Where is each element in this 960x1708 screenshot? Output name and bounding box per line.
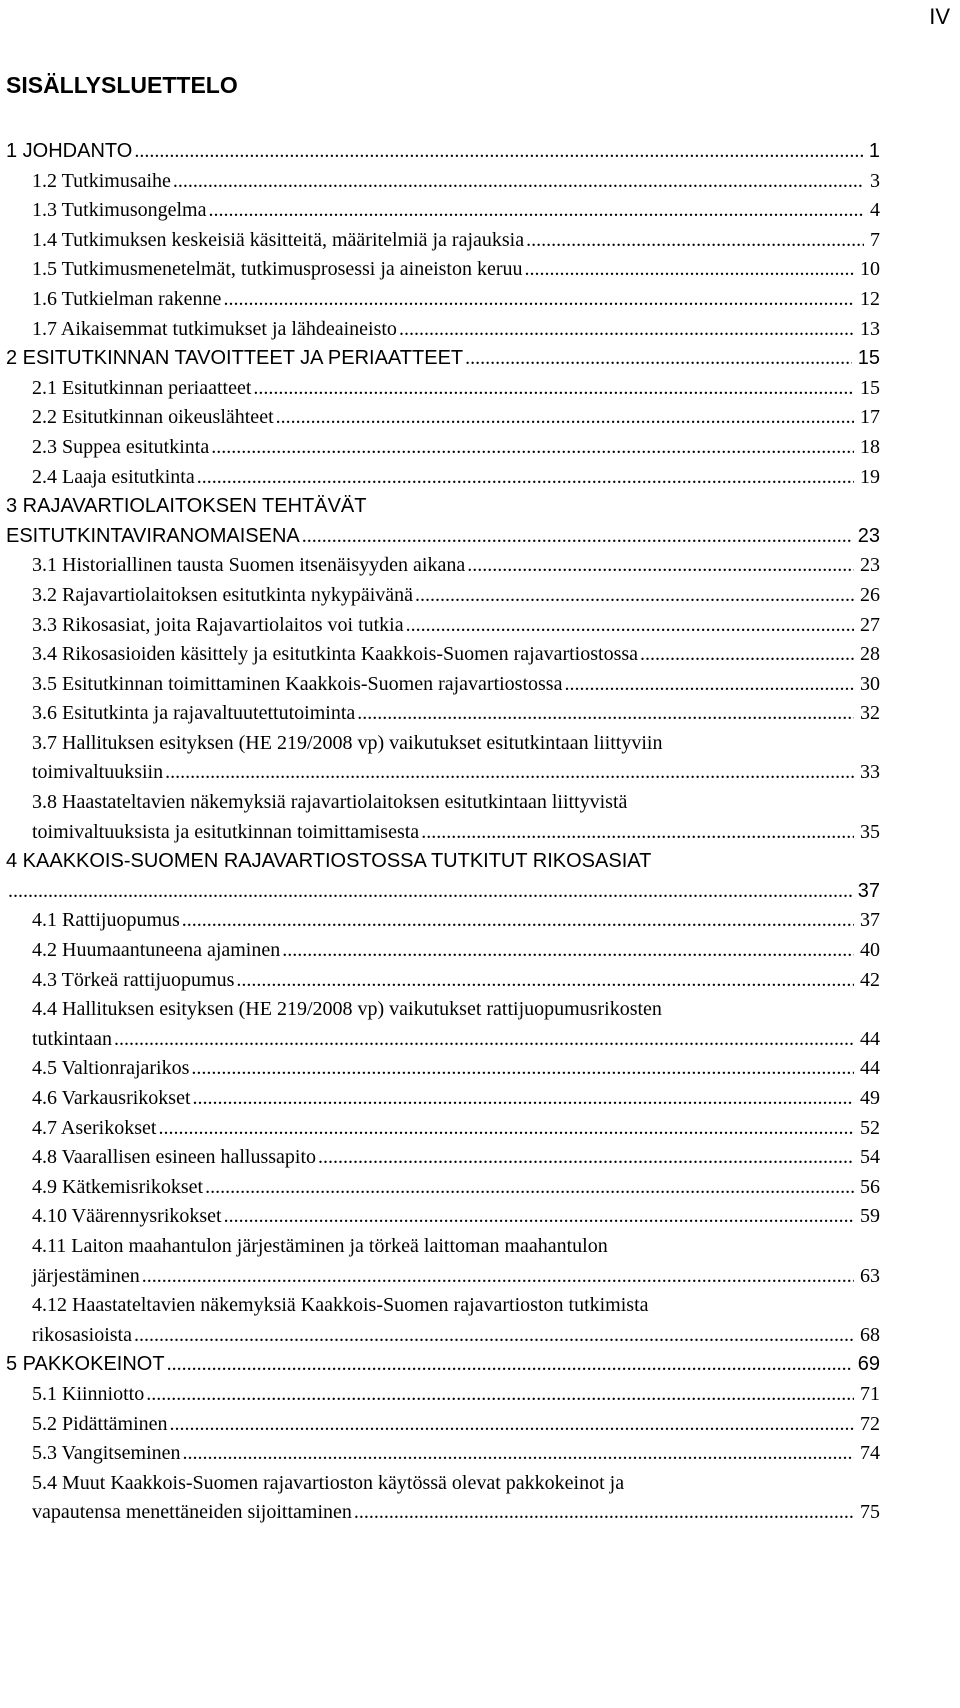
toc-page-number: 56 [860,1175,880,1198]
dot-leader [182,906,854,936]
dot-leader [282,936,854,966]
toc-entry-text: rikosasioista [32,1323,132,1346]
toc-page-number: 35 [860,820,880,843]
toc-page-number: 63 [860,1264,880,1287]
toc-entry[interactable] [6,492,960,551]
toc-page-number: 37 [860,909,880,932]
toc-entry[interactable] [32,670,960,700]
toc-entry-line [32,1202,880,1232]
dot-leader [276,403,854,433]
toc-entry-text: 2.2 Esitutkinnan oikeuslähteet [32,406,274,429]
toc-entry-line [32,167,880,197]
dot-leader [640,640,854,670]
toc-entry[interactable] [32,1084,960,1114]
toc-entry[interactable] [32,463,960,493]
toc-entry[interactable] [32,167,960,197]
toc-entry-text: ESITUTKINTAVIRANOMAISENA [6,524,300,547]
toc-entry-text: 3.6 Esitutkinta ja rajavaltuutettutoiminta [32,702,356,725]
toc-entry-line-wrapped [32,729,880,759]
dot-leader [236,966,854,996]
toc-page-number: 44 [860,1057,880,1080]
toc-entry[interactable] [32,1054,960,1084]
toc-page-number: 15 [860,376,880,399]
toc-entry-text: 4.8 Vaarallisen esineen hallussapito [32,1146,317,1169]
dot-leader [354,1498,854,1528]
toc-entry-text: 5.3 Vangitseminen [32,1442,181,1465]
toc-entry[interactable] [32,255,960,285]
dot-leader [170,1410,854,1440]
toc-entry-text: 4.2 Huumaantuneena ajaminen [32,939,281,962]
table-of-contents [0,137,960,1528]
dot-leader [183,1439,854,1469]
toc-entry-line [32,1439,880,1469]
toc-entry-line-wrapped [6,847,880,877]
toc-page-number: 3 [870,169,880,192]
toc-entry[interactable] [32,1173,960,1203]
toc-entry[interactable] [32,936,960,966]
toc-entry-text: 1.2 Tutkimusaihe [32,169,171,192]
dot-leader [146,1380,854,1410]
dot-leader [211,433,854,463]
page-number: IV [929,4,950,29]
toc-page-number: 23 [857,524,880,547]
toc-page-number: 10 [860,258,880,281]
toc-entry-line-wrapped [32,995,880,1025]
toc-page-number: 15 [857,347,880,370]
toc-page-number: 44 [860,1027,880,1050]
toc-entry-text: 3.5 Esitutkinnan toimittaminen Kaakkois-Suomen rajavartiostossa [32,672,563,695]
dot-leader [167,1350,852,1380]
toc-entry-line [32,374,880,404]
toc-entry[interactable] [32,1410,960,1440]
toc-entry[interactable] [32,966,960,996]
toc-entry[interactable] [32,315,960,345]
dot-leader [467,551,854,581]
toc-entry-text: 5 PAKKOKEINOT [6,1353,165,1376]
toc-entry-text: 2.3 Suppea esitutkinta [32,435,210,458]
dot-leader [165,758,854,788]
dot-leader [253,374,854,404]
toc-entry-line [6,344,880,374]
toc-page-number: 42 [860,968,880,991]
toc-entry[interactable] [32,611,960,641]
toc-page-number: 71 [860,1382,880,1405]
toc-entry[interactable] [32,1143,960,1173]
toc-entry-line-wrapped [32,788,880,818]
toc-entry[interactable] [32,1291,960,1350]
toc-entry[interactable] [32,403,960,433]
dot-leader [158,1114,854,1144]
toc-page-number: 23 [860,554,880,577]
toc-entry-line [32,1054,880,1084]
toc-page-number: 7 [870,228,880,251]
toc-entry-text: toimivaltuuksiin [32,761,164,784]
toc-entry-text: 3.8 Haastateltavien näkemyksiä rajavartiolaitoksen esitutkintaan liittyvistä [32,791,628,814]
toc-entry-line-wrapped [6,492,880,522]
toc-entry-text: 1.7 Aikaisemmat tutkimukset ja lähdeaineisto [32,317,397,340]
toc-page-number: 32 [860,702,880,725]
toc-entry-text: 4.5 Valtionrajarikos [32,1057,190,1080]
toc-entry-text: 3.1 Historiallinen tausta Suomen itsenäisyyden aikana [32,554,466,577]
toc-entry-line [32,699,880,729]
dot-leader [193,1084,855,1114]
dot-leader [302,522,852,552]
toc-entry-line-wrapped [32,1469,880,1499]
toc-entry-text: tutkintaan [32,1027,112,1050]
toc-entry-line [32,818,880,848]
toc-page-number: 74 [860,1442,880,1465]
toc-entry[interactable] [32,1469,960,1528]
toc-entry-line [32,640,880,670]
toc-entry[interactable] [32,581,960,611]
toc-entry[interactable] [6,1350,960,1380]
toc-entry-line-wrapped [32,1291,880,1321]
toc-entry-text: 4.11 Laiton maahantulon järjestäminen ja törkeä laittoman maahantulon [32,1234,608,1257]
toc-entry[interactable] [32,699,960,729]
toc-page-number: 12 [860,287,880,310]
toc-entry-line [32,433,880,463]
dot-leader [406,611,854,641]
toc-entry-text: toimivaltuuksista ja esitutkinnan toimittamisesta [32,820,420,843]
toc-entry-line [32,1025,880,1055]
toc-page-number: 4 [870,199,880,222]
toc-entry-text: 4.4 Hallituksen esityksen (HE 219/2008 vp) vaikutukset rattijuopumusrikosten [32,998,662,1021]
toc-entry-line [32,966,880,996]
toc-entry-line [32,226,880,256]
toc-entry-text: 3.4 Rikosasioiden käsittely ja esitutkinta Kaakkois-Suomen rajavartiostossa [32,643,639,666]
toc-page-number: 37 [857,879,880,902]
toc-entry-line [32,196,880,226]
dot-leader [173,167,864,197]
toc-entry-text: 1.6 Tutkielman rakenne [32,287,222,310]
toc-entry[interactable] [6,137,960,167]
toc-entry-text: 5.4 Muut Kaakkois-Suomen rajavartioston käytössä olevat pakkokeinot ja [32,1471,625,1494]
toc-entry[interactable] [32,788,960,847]
toc-page-number: 69 [857,1353,880,1376]
toc-page-number: 27 [860,613,880,636]
toc-entry-line [32,1380,880,1410]
toc-entry-text: 4.10 Väärennysrikokset [32,1205,222,1228]
toc-entry-text: 4.3 Törkeä rattijuopumus [32,968,235,991]
toc-entry[interactable] [32,1114,960,1144]
toc-entry[interactable] [32,1439,960,1469]
toc-entry-text: 4.6 Varkausrikokset [32,1087,191,1109]
toc-entry-line [32,936,880,966]
dot-leader [525,255,854,285]
toc-page-number: 52 [860,1116,880,1139]
dot-leader [197,463,854,493]
dot-leader [134,1321,854,1351]
toc-entry-line [32,1114,880,1144]
toc-entry-text: järjestäminen [32,1264,140,1287]
dot-leader [465,344,852,374]
toc-entry[interactable] [32,285,960,315]
toc-page-number: 18 [860,435,880,458]
toc-page-number: 19 [860,465,880,488]
toc-page-number: 26 [860,583,880,606]
toc-entry-line [32,1321,880,1351]
dot-leader [399,315,854,345]
toc-page-number: 28 [860,643,880,666]
toc-entry-line [32,315,880,345]
toc-entry-line [32,906,880,936]
toc-entry-line [32,1143,880,1173]
toc-entry-line [32,581,880,611]
toc-page-number: 59 [860,1205,880,1228]
toc-entry-text: vapautensa menettäneiden sijoittaminen [32,1501,352,1524]
toc-entry[interactable] [6,344,960,374]
toc-entry-line [6,522,880,552]
toc-entry-text: 4 KAAKKOIS-SUOMEN RAJAVARTIOSTOSSA TUTKITUT RIKOSASIAT [6,850,652,873]
dot-leader [142,1262,854,1292]
toc-entry[interactable] [32,906,960,936]
toc-page-number: 72 [860,1412,880,1435]
toc-entry-line [32,463,880,493]
toc-entry[interactable] [6,847,960,906]
page-title: SISÄLLYSLUETTELO [6,72,238,98]
toc-entry[interactable] [32,640,960,670]
dot-leader [224,1202,854,1232]
toc-entry[interactable] [32,226,960,256]
toc-entry-line [32,255,880,285]
toc-page-number: 33 [860,761,880,784]
toc-entry-text: 1.4 Tutkimuksen keskeisiä käsitteitä, määritelmiä ja rajauksia [32,228,525,251]
toc-entry[interactable] [32,374,960,404]
dot-leader [208,196,864,226]
toc-entry-line [6,877,880,907]
toc-entry-line-wrapped [32,1232,880,1262]
dot-leader [134,137,863,167]
toc-entry-text: 4.12 Haastateltavien näkemyksiä Kaakkois-Suomen rajavartioston tutkimista [32,1294,649,1317]
toc-page-number: 75 [860,1501,880,1524]
toc-entry-text: 5.1 Kiinniotto [32,1382,145,1405]
toc-entry[interactable] [32,433,960,463]
toc-entry-text: 2.1 Esitutkinnan periaatteet [32,376,252,399]
dot-leader [191,1054,854,1084]
dot-leader [421,818,854,848]
toc-entry-text: 3.3 Rikosasiat, joita Rajavartiolaitos voi tutkia [32,613,404,636]
toc-entry[interactable] [32,729,960,788]
dot-leader [8,877,852,907]
toc-page-number: 54 [860,1146,880,1169]
toc-entry[interactable] [32,196,960,226]
toc-entry-text: 2 ESITUTKINNAN TAVOITTEET JA PERIAATTEET [6,347,464,370]
toc-page-number: 40 [860,939,880,962]
toc-entry[interactable] [32,1202,960,1232]
toc-entry-text: 3.7 Hallituksen esityksen (HE 219/2008 vp) vaikutukset esitutkintaan liittyviin [32,731,663,754]
toc-page-number: 49 [860,1087,880,1109]
toc-entry-line [32,1084,880,1114]
dot-leader [526,226,864,256]
dot-leader [318,1143,854,1173]
toc-entry-text: 3 RAJAVARTIOLAITOKSEN TEHTÄVÄT [6,495,367,518]
toc-entry-text: 2.4 Laaja esitutkinta [32,465,195,488]
toc-entry-line [32,1262,880,1292]
toc-entry-text: 4.9 Kätkemisrikokset [32,1175,204,1198]
dot-leader [114,1025,854,1055]
toc-entry-line [6,1350,880,1380]
toc-page-number: 1 [868,140,880,162]
toc-entry-text: 5.2 Pidättäminen [32,1412,168,1435]
toc-entry[interactable] [32,1232,960,1291]
dot-leader [205,1173,854,1203]
toc-entry-text: 1 JOHDANTO [6,140,133,162]
dot-leader [564,670,854,700]
dot-leader [223,285,854,315]
toc-entry-line [32,670,880,700]
dot-leader [415,581,854,611]
toc-entry[interactable] [32,1380,960,1410]
toc-page-number: 30 [860,672,880,695]
toc-entry-text: 1.3 Tutkimusongelma [32,199,207,222]
toc-entry-line [32,1498,880,1528]
toc-entry-line [32,285,880,315]
toc-entry-text: 4.1 Rattijuopumus [32,909,180,932]
toc-entry[interactable] [32,551,960,581]
toc-page-number: 17 [860,406,880,429]
toc-entry-text: 1.5 Tutkimusmenetelmät, tutkimusprosessi ja aineiston keruu [32,258,523,281]
toc-entry[interactable] [32,995,960,1054]
toc-entry-line [32,1410,880,1440]
toc-entry-line [32,758,880,788]
toc-entry-line [32,611,880,641]
toc-entry-line [6,137,880,167]
toc-entry-line [32,403,880,433]
dot-leader [357,699,854,729]
toc-entry-line [32,1173,880,1203]
toc-entry-text: 4.7 Aserikokset [32,1116,157,1139]
toc-entry-line [32,551,880,581]
toc-entry-text: 3.2 Rajavartiolaitoksen esitutkinta nykypäivänä [32,583,414,606]
toc-page-number: 13 [860,317,880,340]
toc-page-number: 68 [860,1323,880,1346]
